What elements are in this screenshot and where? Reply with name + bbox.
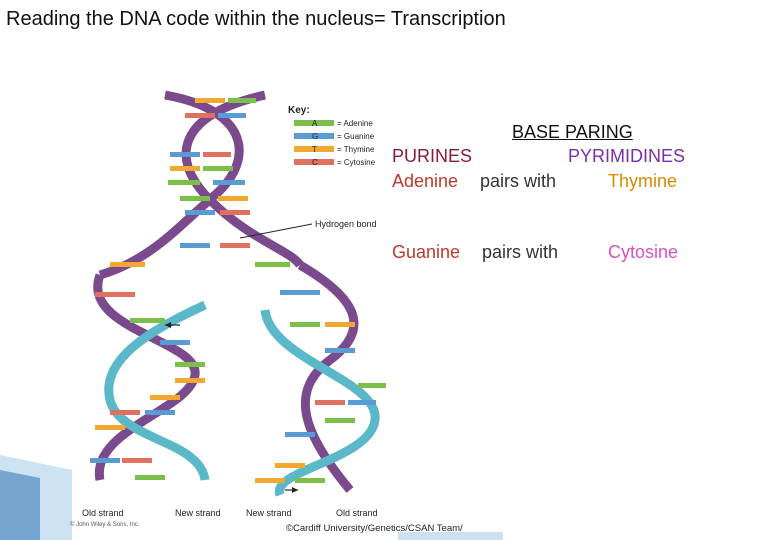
thymine-label: Thymine	[608, 171, 678, 191]
svg-text:T: T	[312, 145, 317, 154]
new-strand-right-label: New strand	[246, 508, 292, 518]
figure-copyright: © John Wiley & Sons, Inc.	[70, 522, 140, 528]
pairs-with-text-2: pairs with	[482, 242, 559, 262]
svg-text:A: A	[312, 119, 318, 128]
old-strand-right-label: Old strand	[336, 508, 378, 518]
key-title: Key:	[288, 105, 310, 116]
hydrogen-bond-label: Hydrogen bond	[315, 219, 377, 229]
key-label-adenine: = Adenine	[337, 119, 373, 128]
page-title: Reading the DNA code within the nucleus= Transcription	[6, 8, 506, 30]
purines-heading: PURINES	[392, 146, 473, 166]
legend-key	[288, 105, 376, 167]
key-label-guanine: = Guanine	[337, 132, 375, 141]
old-strand-left-label: Old strand	[82, 508, 124, 518]
svg-text:C: C	[312, 158, 318, 167]
key-label-thymine: = Thymine	[337, 145, 375, 154]
key-label-cytosine: = Cytosine	[337, 158, 376, 167]
pyrimidines-heading: PYRIMIDINES	[568, 146, 686, 166]
guanine-label: Guanine	[392, 242, 461, 262]
slide-corner-accent	[0, 470, 40, 540]
pairs-with-text-1: pairs with	[480, 171, 557, 191]
new-strand-mid-label: New strand	[175, 508, 221, 518]
adenine-label: Adenine	[392, 171, 459, 191]
base-pairing-heading: BASE PARING	[512, 122, 633, 142]
svg-text:G: G	[312, 132, 319, 141]
cytosine-label: Cytosine	[608, 242, 679, 262]
credit-text: ©Cardiff University/Genetics/CSAN Team/	[286, 523, 463, 534]
